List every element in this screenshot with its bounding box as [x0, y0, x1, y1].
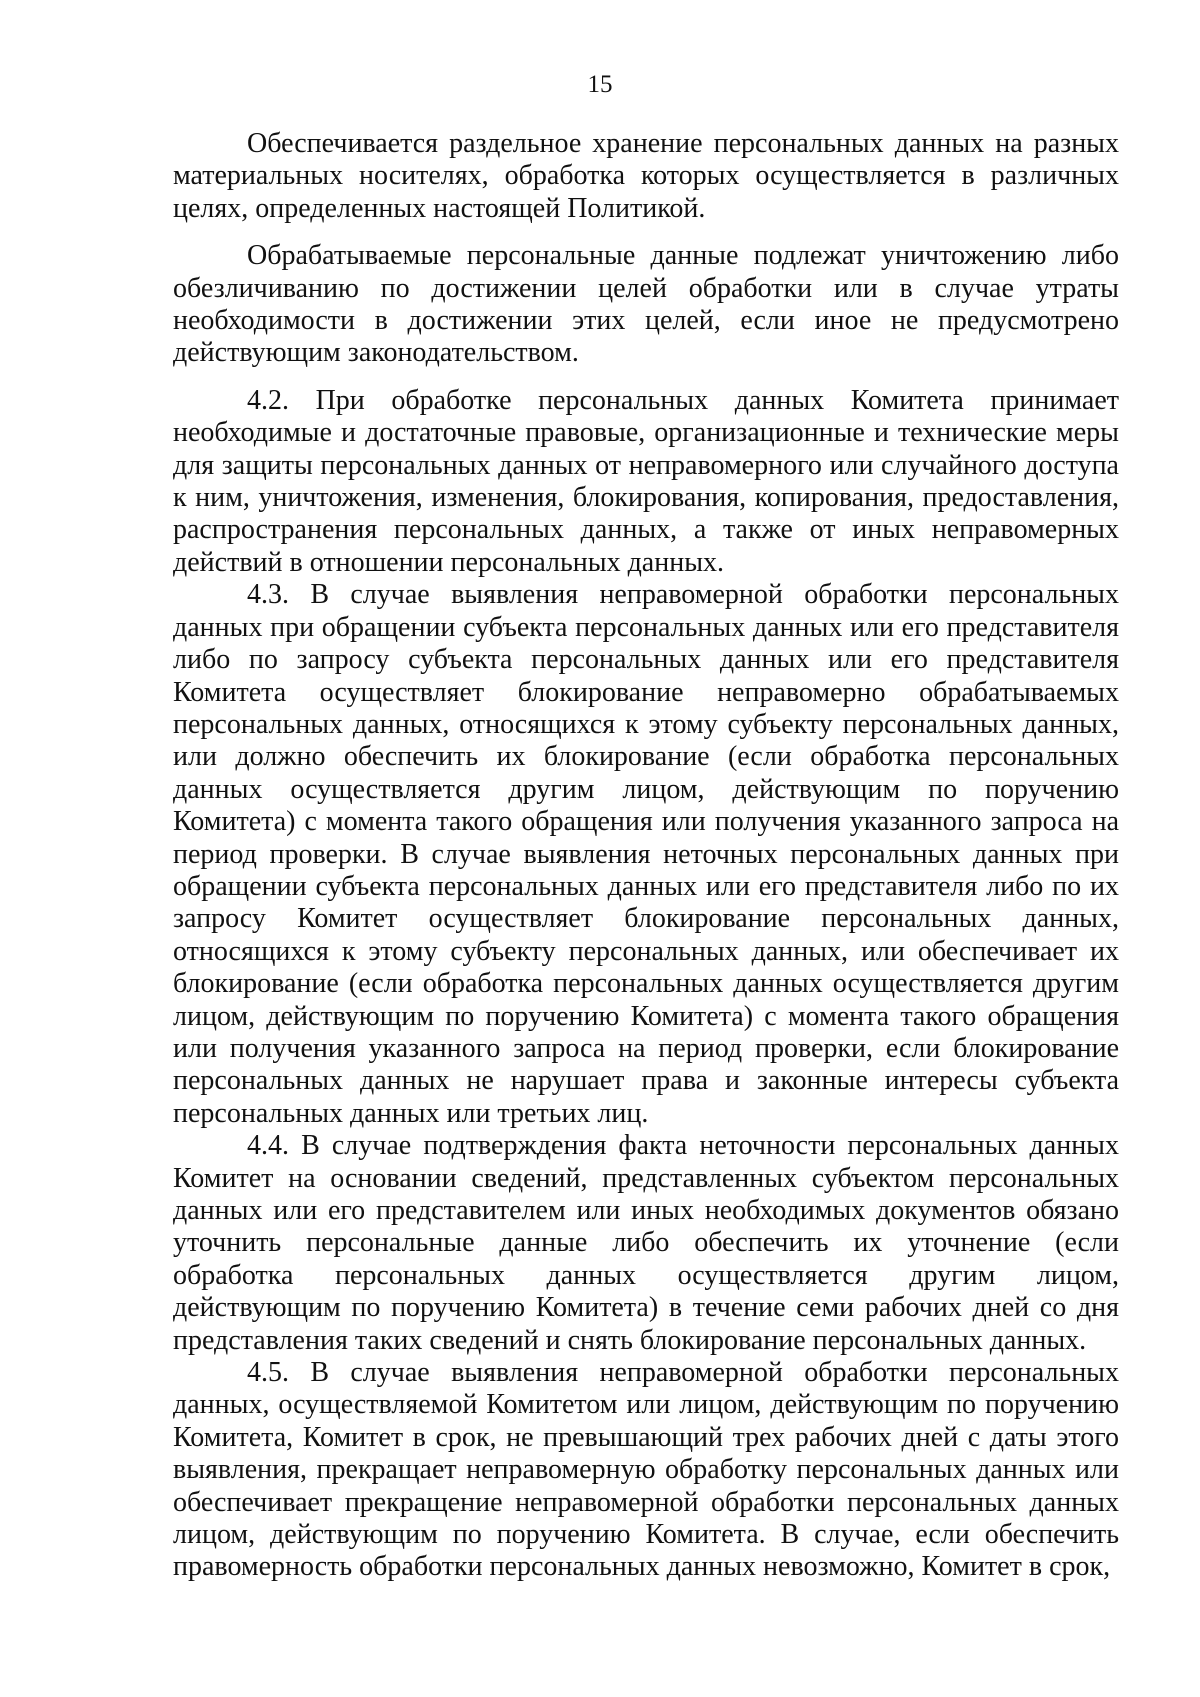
paragraph-4-5: 4.5. В случае выявления неправомерной обработки персональных данных, осуществляемой Комитетом или лицом, действующим по поручению Комитета, Комитет в срок, не превышающий трех рабочих дней с даты этого выявления, прекращает неправомерную обработку персональных данных или обеспечивает прекращение неправомерной обработки персональных данных лицом, действующим по поручению Комитета. В случае, если обеспечить правомерность обработки персональных данных невозможно, Комитет в срок, — [173, 1357, 1119, 1583]
paragraph-4-2: 4.2. При обработке персональных данных Комитета принимает необходимые и достаточные правовые, организационные и технические меры для защиты персональных данных от неправомерного или случайного доступа к ним, уничтожения, изменения, блокирования, копирования, предоставления, распространения персональных данных, а также от иных неправомерных действий в отношении персональных данных. — [173, 384, 1119, 578]
document-body — [173, 128, 1119, 1584]
paragraph-4-3: 4.3. В случае выявления неправомерной обработки персональных данных при обращении субъекта персональных данных или его представителя либо по запросу субъекта персональных данных или его представителя Комитета осуществляет блокирование неправомерно обрабатываемых персональных данных, относящихся к этому субъекту персональных данных, или должно обеспечить их блокирование (если обработка персональных данных осуществляется другим лицом, действующим по поручению Комитета) с момента такого обращения или получения указанного запроса на период проверки. В случае выявления неточных персональных данных при обращении субъекта персональных данных или его представителя либо по их запросу Комитет осуществляет блокирование персональных данных, относящихся к этому субъекту персональных данных, или обеспечивает их блокирование (если обработка персональных данных осуществляется другим лицом, действующим по поручению Комитета) с момента такого обращения или получения указанного запроса на период проверки, если блокирование персональных данных не нарушает права и законные интересы субъекта персональных данных или третьих лиц. — [173, 579, 1119, 1129]
paragraph-separate-storage: Обеспечивается раздельное хранение персональных данных на разных материальных носителях, обработка которых осуществляется в различных целях, определенных настоящей Политикой. — [173, 128, 1119, 224]
paragraph-4-4: 4.4. В случае подтверждения факта неточности персональных данных Комитет на основании сведений, представленных субъектом персональных данных или его представителем или иных необходимых документов обязано уточнить персональные данные либо обеспечить их уточнение (если обработка персональных данных осуществляется другим лицом, действующим по поручению Комитета) в течение семи рабочих дней со дня представления таких сведений и снять блокирование персональных данных. — [173, 1130, 1119, 1356]
page-number: 15 — [587, 71, 613, 98]
paragraph-destruction-depersonalization: Обрабатываемые персональные данные подлежат уничтожению либо обезличиванию по достижении целей обработки или в случае утраты необходимости в достижении этих целей, если иное не предусмотрено действующим законодательством. — [173, 240, 1119, 369]
